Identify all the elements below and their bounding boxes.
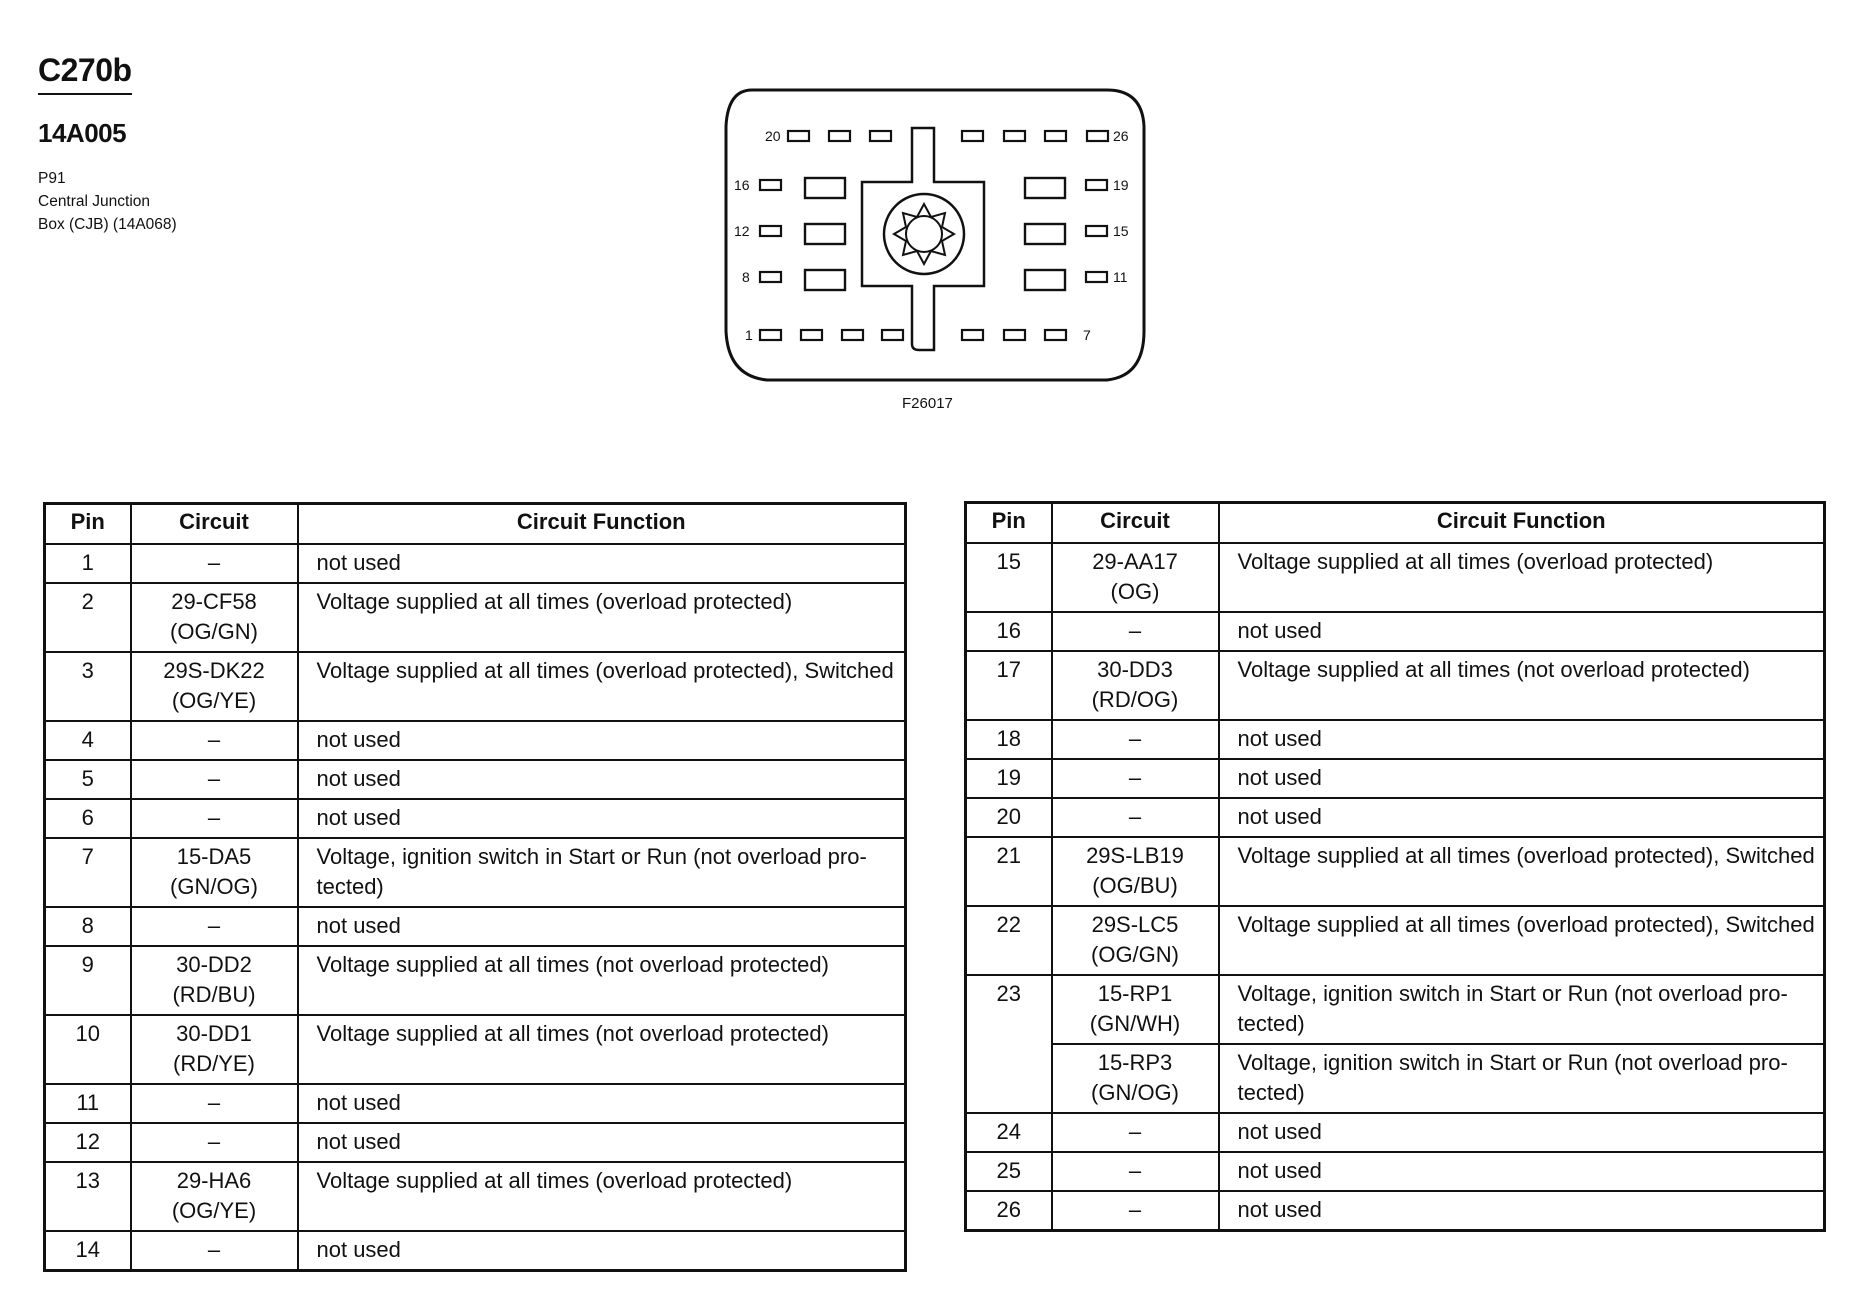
circuit-cell	[1052, 906, 1219, 975]
circuit-function-cell: not used	[1219, 798, 1825, 837]
column-header-pin: Pin	[966, 503, 1052, 544]
circuit-wire-color: (OG/GN)	[170, 619, 258, 644]
circuit-cell	[1052, 1113, 1219, 1152]
circuit-id: 30-DD2	[176, 952, 252, 977]
circuit-cell	[131, 544, 298, 583]
pin-number-cell: 4	[45, 721, 131, 760]
circuit-wire-color: (GN/WH)	[1089, 1011, 1181, 1036]
circuit-cell	[1052, 543, 1219, 612]
pin-number-cell: 2	[45, 583, 131, 652]
table-row	[45, 544, 906, 583]
pin-cavity	[1086, 180, 1107, 190]
circuit-function-cell: Voltage supplied at all times (not overload protected)	[298, 1015, 906, 1084]
table-row	[45, 907, 906, 946]
circuit-cell	[1052, 975, 1219, 1044]
circuit-cell	[1052, 837, 1219, 906]
pin-number-cell: 15	[966, 543, 1052, 612]
table-row	[45, 799, 906, 838]
pin-number-cell: 14	[45, 1231, 131, 1271]
circuit-function-cell: Voltage supplied at all times (overload protected), Switched	[298, 652, 906, 721]
column-header-function: Circuit Function	[1219, 503, 1825, 544]
pin-number-cell: 10	[45, 1015, 131, 1084]
column-header-circuit: Circuit	[1052, 503, 1219, 544]
circuit-cell	[1052, 720, 1219, 759]
connector-id-title: C270b	[38, 52, 132, 95]
circuit-cell	[1052, 1152, 1219, 1191]
connector-face-diagram	[722, 86, 1152, 386]
circuit-function-cell: Voltage supplied at all times (overload protected), Switched	[1219, 837, 1825, 906]
circuit-id: –	[1128, 1197, 1142, 1222]
circuit-id: 15-RP3	[1097, 1050, 1173, 1075]
pin-label: 20	[765, 128, 781, 144]
circuit-id: 29S-DK22	[163, 658, 265, 683]
circuit-id: 30-DD1	[176, 1021, 252, 1046]
pin-cavity	[962, 131, 983, 141]
pin-cavity	[1045, 330, 1066, 340]
circuit-function-cell: not used	[298, 907, 906, 946]
circuit-id: –	[207, 1237, 221, 1262]
center-boss	[884, 194, 964, 274]
circuit-function-cell: not used	[1219, 759, 1825, 798]
circuit-function-cell: not used	[298, 1123, 906, 1162]
pin-label: 11	[1113, 269, 1128, 285]
pin-cavity	[1004, 131, 1025, 141]
circuit-function-cell: not used	[1219, 1191, 1825, 1231]
large-terminal-cavity	[805, 224, 845, 244]
circuit-wire-color: (OG)	[1110, 579, 1160, 604]
pin-cavity	[788, 131, 809, 141]
pin-label: 16	[734, 177, 750, 193]
circuit-wire-color: (RD/YE)	[173, 1051, 255, 1076]
pin-cavity	[760, 330, 781, 340]
circuit-function-cell: not used	[298, 1084, 906, 1123]
table-row	[966, 720, 1825, 759]
pin-cavity	[760, 226, 781, 236]
pin-cavity	[760, 272, 781, 282]
circuit-function-cell: not used	[1219, 720, 1825, 759]
circuit-cell	[131, 760, 298, 799]
circuit-id: –	[1128, 765, 1142, 790]
table-row	[45, 1162, 906, 1231]
center-key-outline	[862, 128, 984, 350]
table-header-row	[45, 504, 906, 545]
circuit-cell	[1052, 759, 1219, 798]
pin-number-cell: 6	[45, 799, 131, 838]
circuit-wire-color: (GN/OG)	[170, 874, 258, 899]
pin-label: 8	[742, 269, 750, 285]
pin-number-cell: 23	[966, 975, 1052, 1113]
circuit-function-cell: not used	[1219, 1113, 1825, 1152]
table-row	[966, 837, 1825, 906]
column-header-pin: Pin	[45, 504, 131, 545]
table-row	[966, 1044, 1825, 1113]
circuit-cell	[1052, 1044, 1219, 1113]
table-row	[45, 838, 906, 907]
circuit-id: 29S-LB19	[1086, 843, 1184, 868]
description-line: Central Junction	[38, 193, 151, 210]
pin-cavity	[829, 131, 850, 141]
circuit-function-cell: Voltage supplied at all times (overload protected)	[298, 1162, 906, 1231]
circuit-wire-color: (RD/BU)	[172, 982, 256, 1007]
circuit-cell	[1052, 798, 1219, 837]
circuit-function-cell: not used	[298, 760, 906, 799]
large-terminal-cavity	[1025, 224, 1065, 244]
pin-number-cell: 7	[45, 838, 131, 907]
table-row	[966, 1191, 1825, 1231]
circuit-function-cell: Voltage, ignition switch in Start or Run (not overload pro-tected)	[1219, 1044, 1825, 1113]
pin-label: 19	[1113, 177, 1129, 193]
pinout-table-left	[43, 502, 907, 1272]
table-row	[966, 759, 1825, 798]
pin-cavity	[760, 180, 781, 190]
circuit-cell	[131, 1084, 298, 1123]
pin-number-cell: 5	[45, 760, 131, 799]
figure-code: F26017	[902, 395, 953, 412]
circuit-function-cell: not used	[298, 1231, 906, 1271]
pin-number-cell: 9	[45, 946, 131, 1015]
circuit-cell	[131, 838, 298, 907]
pin-cavity	[1045, 131, 1066, 141]
circuit-id: 29-CF58	[171, 589, 257, 614]
pin-number-cell: 8	[45, 907, 131, 946]
circuit-wire-color: (GN/OG)	[1091, 1080, 1179, 1105]
circuit-id: –	[1128, 618, 1142, 643]
circuit-function-cell: not used	[1219, 1152, 1825, 1191]
circuit-id: –	[1128, 726, 1142, 751]
circuit-function-cell: not used	[298, 721, 906, 760]
pin-cavity	[870, 131, 891, 141]
description-line: Box (CJB) (14A068)	[38, 216, 177, 233]
circuit-function-cell: Voltage supplied at all times (overload protected), Switched	[1219, 906, 1825, 975]
pin-number-cell: 21	[966, 837, 1052, 906]
circuit-id: 30-DD3	[1097, 657, 1173, 682]
circuit-wire-color: (RD/OG)	[1091, 687, 1179, 712]
circuit-cell	[131, 799, 298, 838]
table-row	[45, 946, 906, 1015]
pin-number-cell: 16	[966, 612, 1052, 651]
circuit-cell	[131, 946, 298, 1015]
circuit-id: –	[207, 766, 221, 791]
table-row	[45, 721, 906, 760]
pin-label: 7	[1083, 327, 1091, 343]
pin-cavity	[882, 330, 903, 340]
circuit-cell	[131, 583, 298, 652]
circuit-cell	[131, 652, 298, 721]
table-row	[45, 1231, 906, 1271]
circuit-function-cell: Voltage supplied at all times (not overload protected)	[298, 946, 906, 1015]
table-row	[966, 543, 1825, 612]
pin-number-cell: 12	[45, 1123, 131, 1162]
pin-number-cell: 25	[966, 1152, 1052, 1191]
pin-cavity	[801, 330, 822, 340]
circuit-function-cell: Voltage, ignition switch in Start or Run (not overload pro-tected)	[1219, 975, 1825, 1044]
circuit-cell	[131, 1162, 298, 1231]
part-number: 14A005	[38, 118, 127, 148]
column-header-circuit: Circuit	[131, 504, 298, 545]
pin-number-cell: 26	[966, 1191, 1052, 1231]
pinout-table-right	[964, 501, 1826, 1232]
table-row	[45, 1015, 906, 1084]
connector-description	[38, 167, 177, 236]
pin-number-cell: 22	[966, 906, 1052, 975]
large-terminal-cavity	[805, 270, 845, 290]
large-terminal-cavity	[1025, 270, 1065, 290]
pin-label: 12	[734, 223, 750, 239]
pin-cavity	[962, 330, 983, 340]
pin-number-cell: 18	[966, 720, 1052, 759]
pin-label: 1	[745, 327, 753, 343]
circuit-id: –	[207, 805, 221, 830]
table-row	[45, 1084, 906, 1123]
circuit-function-cell: Voltage supplied at all times (overload protected)	[1219, 543, 1825, 612]
pin-number-cell: 20	[966, 798, 1052, 837]
description-line: P91	[38, 170, 66, 187]
circuit-cell	[131, 1015, 298, 1084]
table-row	[966, 1113, 1825, 1152]
circuit-function-cell: not used	[1219, 612, 1825, 651]
circuit-id: –	[207, 913, 221, 938]
circuit-id: 15-RP1	[1097, 981, 1173, 1006]
circuit-cell	[131, 1123, 298, 1162]
pin-number-cell: 24	[966, 1113, 1052, 1152]
circuit-id: –	[1128, 1158, 1142, 1183]
table-row	[966, 1152, 1825, 1191]
circuit-id: –	[1128, 1119, 1142, 1144]
table-row	[966, 612, 1825, 651]
table-row	[966, 651, 1825, 720]
circuit-wire-color: (OG/GN)	[1091, 942, 1179, 967]
circuit-id: 29S-LC5	[1091, 912, 1179, 937]
pin-number-cell: 19	[966, 759, 1052, 798]
circuit-function-cell: not used	[298, 799, 906, 838]
pin-label: 15	[1113, 223, 1129, 239]
column-header-function: Circuit Function	[298, 504, 906, 545]
circuit-cell	[131, 1231, 298, 1271]
circuit-function-cell: not used	[298, 544, 906, 583]
table-body	[966, 543, 1825, 1231]
pin-number-cell: 3	[45, 652, 131, 721]
pin-number-cell: 11	[45, 1084, 131, 1123]
circuit-function-cell: Voltage supplied at all times (not overload protected)	[1219, 651, 1825, 720]
circuit-id: –	[207, 550, 221, 575]
circuit-function-cell: Voltage supplied at all times (overload protected)	[298, 583, 906, 652]
table-row	[45, 760, 906, 799]
circuit-cell	[131, 907, 298, 946]
circuit-function-cell: Voltage, ignition switch in Start or Run (not overload pro-tected)	[298, 838, 906, 907]
pin-number-cell: 13	[45, 1162, 131, 1231]
circuit-id: 15-DA5	[176, 844, 252, 869]
circuit-id: 29-HA6	[176, 1168, 252, 1193]
large-terminal-cavity	[805, 178, 845, 198]
table-row	[45, 1123, 906, 1162]
pin-cavity	[1086, 226, 1107, 236]
table-header-row	[966, 503, 1825, 544]
pin-cavity	[1087, 131, 1108, 141]
circuit-wire-color: (OG/BU)	[1092, 873, 1178, 898]
circuit-cell	[1052, 651, 1219, 720]
table-body	[45, 544, 906, 1271]
pin-number-cell: 1	[45, 544, 131, 583]
circuit-id: –	[207, 1090, 221, 1115]
circuit-cell	[1052, 612, 1219, 651]
pin-cavity	[1086, 272, 1107, 282]
table-row	[966, 798, 1825, 837]
pin-cavity	[1004, 330, 1025, 340]
circuit-wire-color: (OG/YE)	[171, 688, 257, 713]
circuit-id: –	[1128, 804, 1142, 829]
circuit-cell	[131, 721, 298, 760]
pin-number-cell: 17	[966, 651, 1052, 720]
pin-cavity	[842, 330, 863, 340]
table-row	[966, 975, 1825, 1044]
pin-label: 26	[1113, 128, 1129, 144]
table-row	[966, 906, 1825, 975]
circuit-id: –	[207, 1129, 221, 1154]
circuit-id: 29-AA17	[1092, 549, 1178, 574]
table-row	[45, 583, 906, 652]
circuit-wire-color: (OG/YE)	[171, 1198, 257, 1223]
table-row	[45, 652, 906, 721]
large-terminal-cavity	[1025, 178, 1065, 198]
circuit-id: –	[207, 727, 221, 752]
circuit-cell	[1052, 1191, 1219, 1231]
